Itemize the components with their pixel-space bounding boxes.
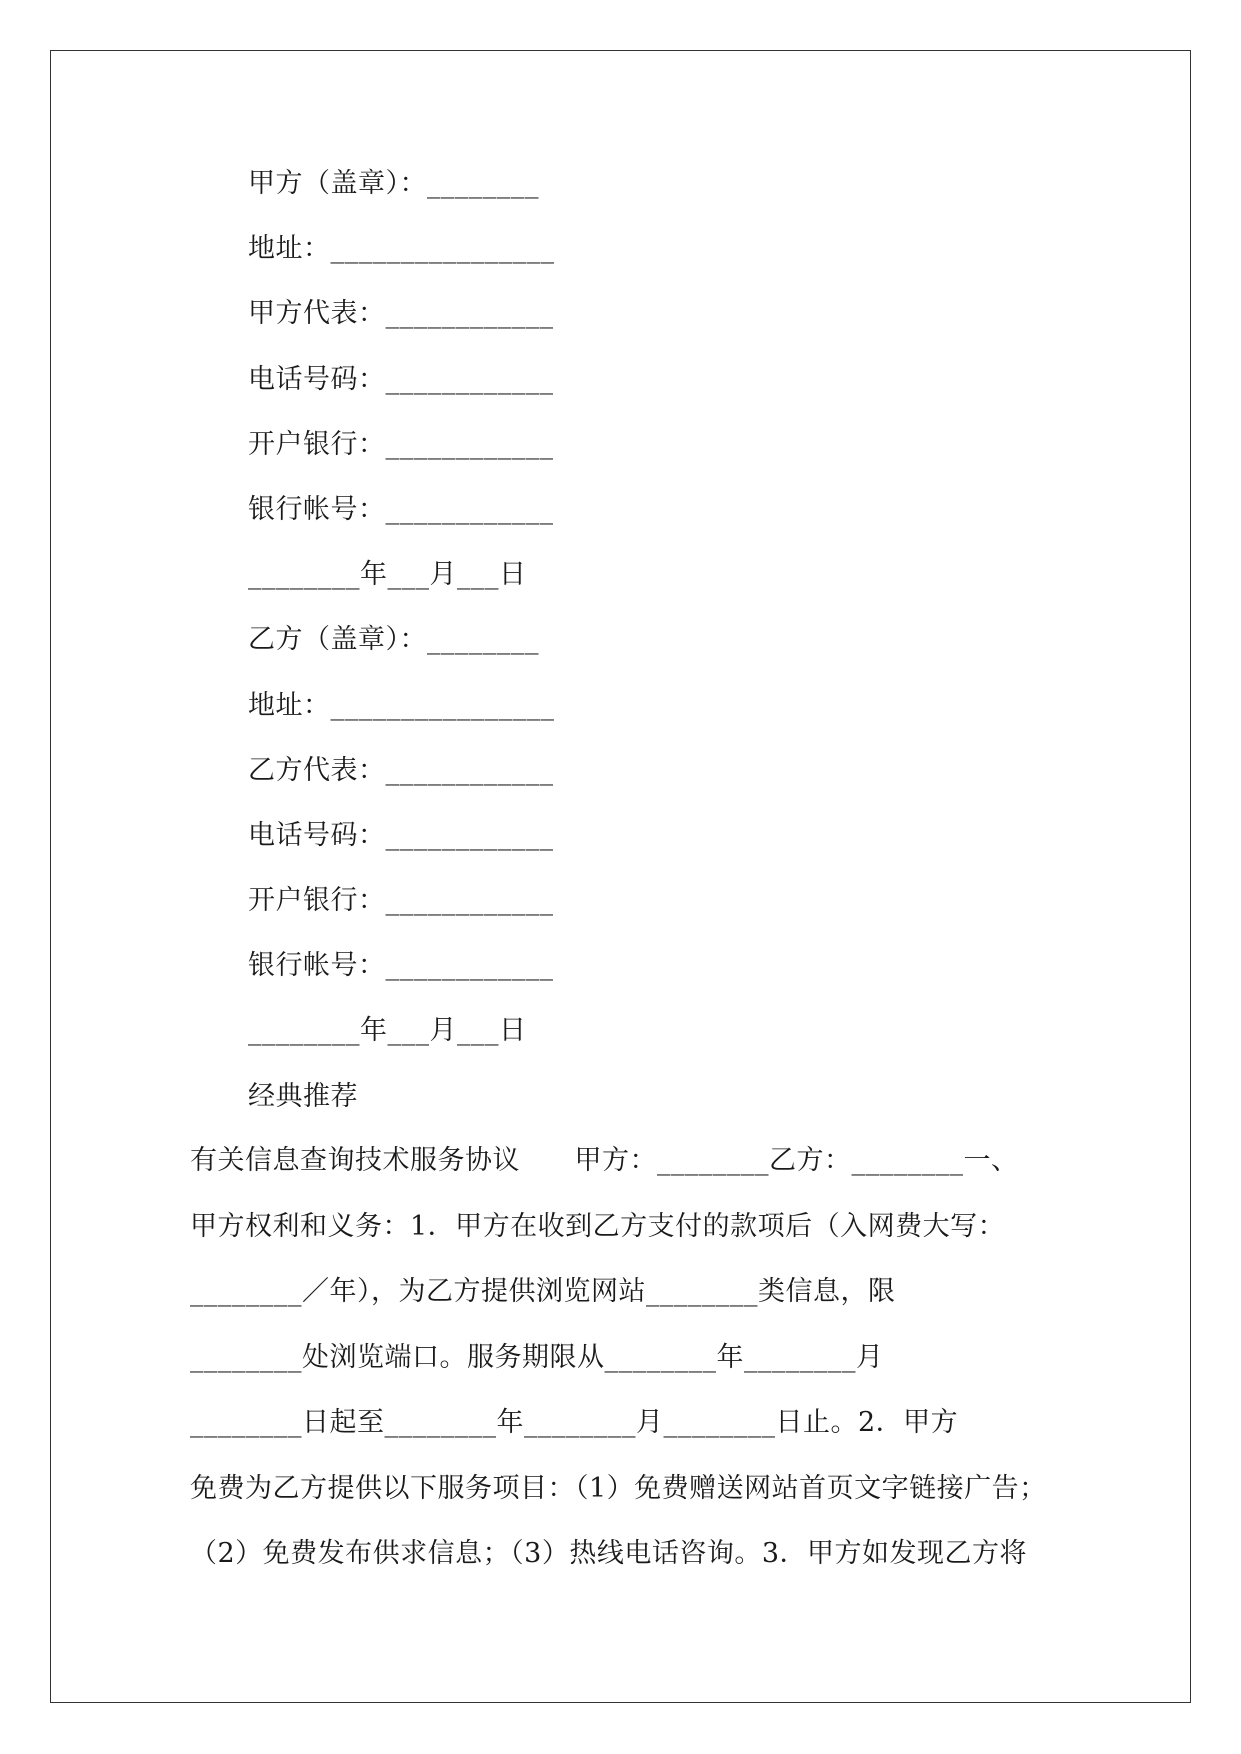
signature-block — [248, 160, 555, 1138]
party-b-address-field: 地址：________________ — [248, 689, 555, 721]
party-a-account-field: 银行帐号：____________ — [248, 493, 554, 525]
party-a-date-field: ________年___月___日 — [248, 559, 527, 591]
party-a-seal-field: 甲方（盖章）：________ — [248, 168, 539, 199]
party-b-bank-field: 开户银行：____________ — [248, 885, 554, 917]
party-a-phone-field: 电话号码：____________ — [248, 363, 554, 395]
article-line: ________处浏览端口。服务期限从________年________月 — [190, 1341, 884, 1373]
party-b-phone-field: 电话号码：____________ — [248, 819, 554, 851]
article-line: 有关信息查询技术服务协议 甲方：________乙方：________一、 — [190, 1145, 1019, 1176]
article-line: 甲方权利和义务：1．甲方在收到乙方支付的款项后（入网费大写： — [190, 1210, 1006, 1242]
party-b-representative-field: 乙方代表：____________ — [248, 754, 554, 786]
article-line: （2）免费发布供求信息；（3）热线电话咨询。3．甲方如发现乙方将 — [190, 1538, 1028, 1569]
recommend-heading: 经典推荐 — [248, 1080, 358, 1112]
party-a-representative-field: 甲方代表：____________ — [248, 298, 554, 330]
article-line: ________／年），为乙方提供浏览网站________类信息，限 — [190, 1276, 896, 1307]
article-line: ________日起至________年________月________日止。2．甲方 — [190, 1407, 959, 1438]
article-body — [190, 1137, 1070, 1596]
party-b-account-field: 银行帐号：____________ — [248, 950, 554, 982]
party-a-address-field: 地址：________________ — [248, 233, 555, 265]
party-a-bank-field: 开户银行：____________ — [248, 428, 554, 460]
party-b-seal-field: 乙方（盖章）：________ — [248, 624, 539, 656]
article-line: 免费为乙方提供以下服务项目：（1）免费赠送网站首页文字链接广告； — [190, 1472, 1047, 1504]
party-b-date-field: ________年___月___日 — [248, 1015, 527, 1047]
